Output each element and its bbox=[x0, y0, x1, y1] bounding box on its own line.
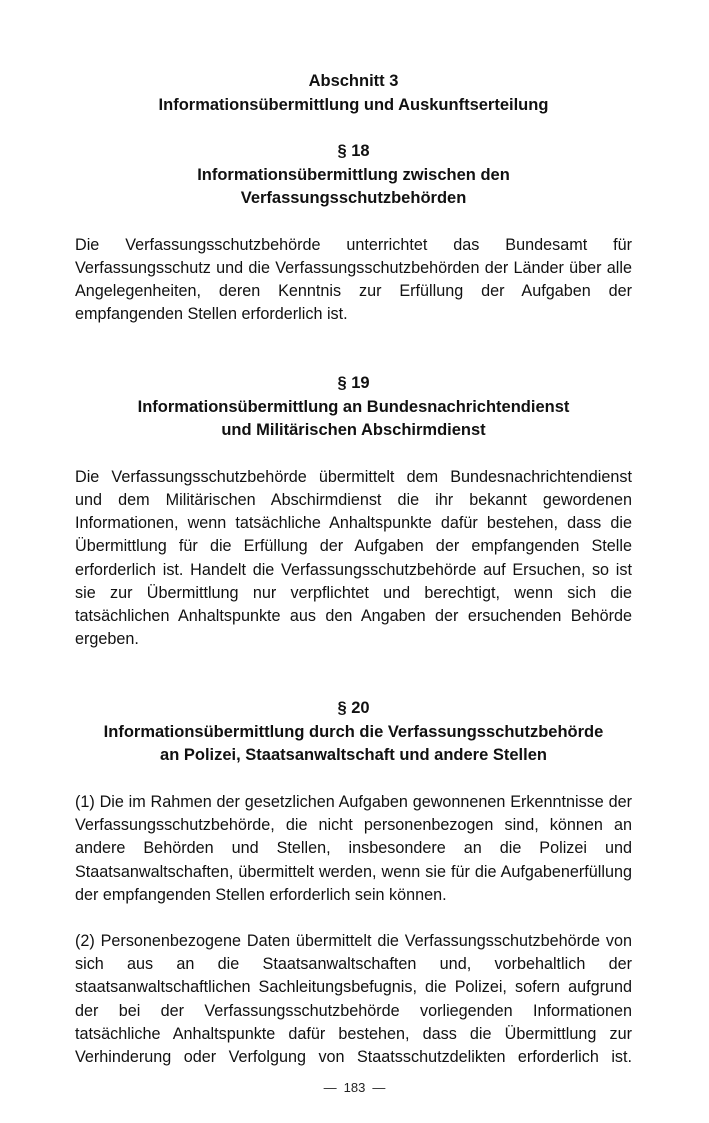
page-footer bbox=[0, 1080, 709, 1095]
section-paragraph: Die Verfassungsschutzbehörde übermittelt dem Bundesnachrichtendienst und dem Militärischen Abschirmdienst die ihr bekannt gewordenen Informationen, wenn tatsächliche Anhaltspunkte dafür bestehen, dass die Übermittlung für die Erfüllung der Aufgaben der empfangenden Stelle erforderlich ist. Handelt die Verfassungsschutzbehörde auf Ersuchen, so ist sie zur Übermittlung nur verpflichtet und berechtigt, wenn sich die tatsächlichen Anhaltspunkte aus den Angaben der ersuchenden Behörde ergeben. bbox=[75, 467, 632, 649]
section-number: § 18 bbox=[337, 142, 370, 160]
chapter-number: Abschnitt 3 bbox=[308, 72, 399, 90]
footer-dash-right: — bbox=[372, 1080, 386, 1095]
section-paragraph: (2) Personenbezogene Daten übermittelt die Verfassungsschutzbehörde von sich aus an die Staatsanwaltschaften und, vorbehaltlich der staatsanwaltschaftlichen Sachleitungsbefugnis, die Polizei, sofern aufgrund der bei der Verfassungsschutzbehörde vorliegenden Informationen tatsächliche Anhaltspunkte dafür bestehen, dass die Übermittlung zur Verhinderung oder Verfolgung von Staatsschutzdelikten erforderlich ist. bbox=[75, 931, 632, 1066]
section-heading bbox=[75, 697, 632, 768]
chapter-title: Informationsübermittlung und Auskunftserteilung bbox=[158, 95, 549, 114]
footer-dash-left: — bbox=[323, 1080, 337, 1095]
section-heading bbox=[75, 140, 632, 211]
section-title-line: Informationsübermittlung an Bundesnachrichtendienst bbox=[137, 397, 570, 416]
section-20 bbox=[75, 697, 632, 1069]
chapter-heading bbox=[75, 70, 632, 117]
section-number: § 20 bbox=[337, 699, 370, 718]
section-title-line: Informationsübermittlung durch die Verfassungsschutzbehörde bbox=[103, 722, 604, 741]
section-18 bbox=[75, 140, 632, 326]
section-paragraph: Die Verfassungsschutzbehörde unterrichtet das Bundesamt für Verfassungsschutz und die Verfassungsschutzbehörden der Länder über alle Angelegenheiten, deren Kenntnis zur Erfüllung der Aufgaben der empfangenden Stellen erforderlich ist. bbox=[75, 235, 632, 324]
section-title-line: und Militärischen Abschirmdienst bbox=[221, 421, 486, 440]
section-number: § 19 bbox=[337, 374, 370, 393]
section-paragraph: (1) Die im Rahmen der gesetzlichen Aufgaben gewonnenen Erkenntnisse der Verfassungsschutzbehörde, die nicht personenbezogen sind, können an andere Behörden und Stellen, insbesondere an die Polizei und Staatsanwaltschaften, übermittelt werden, wenn sie für die Aufgabenerfüllung der empfangenden Stellen erforderlich sein können. bbox=[75, 792, 632, 904]
section-heading bbox=[75, 372, 632, 443]
page-number: 183 bbox=[343, 1080, 366, 1095]
document-page bbox=[75, 70, 632, 1069]
section-19 bbox=[75, 372, 632, 651]
section-title-line: Verfassungsschutzbehörden bbox=[240, 189, 467, 207]
section-title-line: an Polizei, Staatsanwaltschaft und andere Stellen bbox=[160, 746, 547, 765]
section-title-line: Informationsübermittlung zwischen den bbox=[197, 165, 510, 184]
